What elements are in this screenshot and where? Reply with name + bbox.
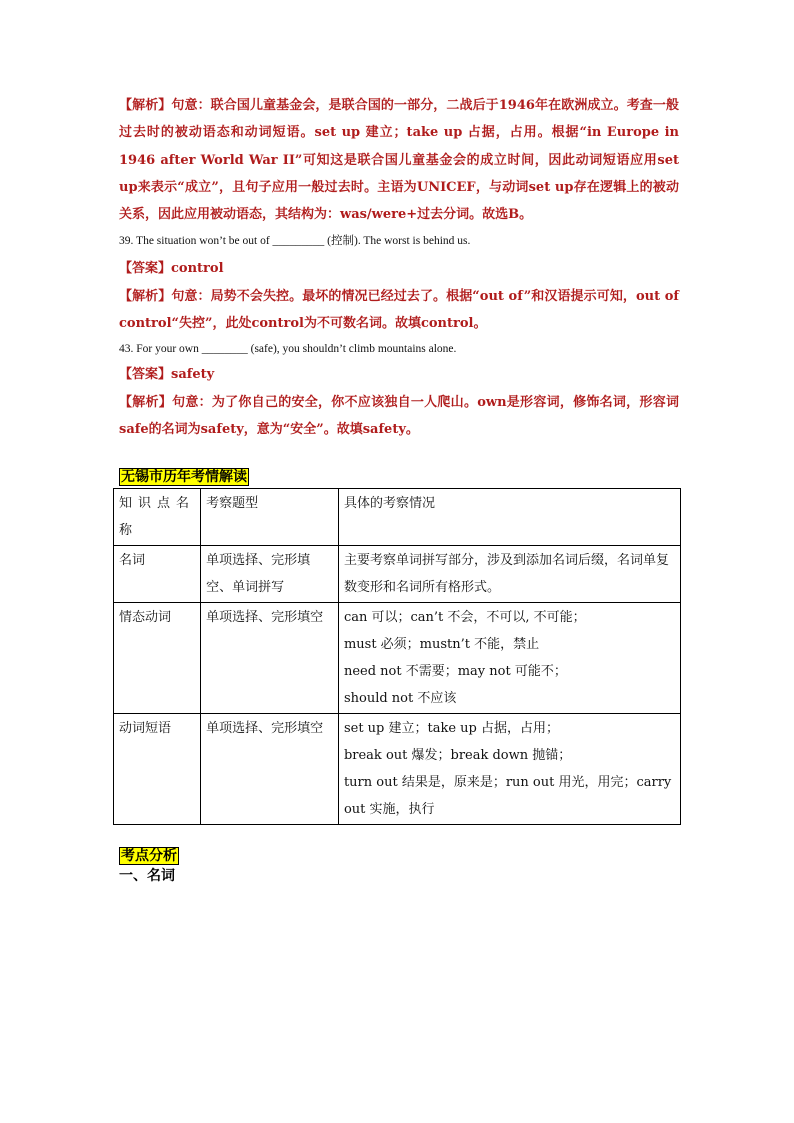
table-cell-details — [338, 546, 680, 603]
analysis-label: 【解析】 — [119, 289, 172, 304]
highlighted-heading: 考点分析 — [121, 848, 177, 864]
detail-line: break out 爆发；break down 抛锚； — [343, 748, 572, 763]
detail-line: must 必须；mustn’t 不能，禁止 — [343, 637, 540, 652]
table-cell-name: 情态动词 — [114, 603, 201, 714]
table-cell-type: 单项选择、完形填空、单词拼写 — [201, 546, 339, 603]
table-header-cell: 考察题型 — [201, 489, 339, 546]
analysis-paragraph-38 — [119, 92, 679, 228]
table-cell-name: 动词短语 — [114, 714, 201, 825]
answer-value: safety — [171, 367, 215, 382]
table-cell-details — [338, 714, 680, 825]
analysis-paragraph-39 — [119, 283, 679, 338]
question-39: 39. The situation won’t be out of _________ (控制). The worst is behind us. — [119, 235, 471, 247]
detail-line: turn out 结果是，原来是；run out 用光，用完；carry out 实施，执行 — [343, 775, 672, 817]
analysis-text: 句意：联合国儿童基金会，是联合国的一部分，二战后于1946年在欧洲成立。考查一般过去时的被动语态和动词短语。set up 建立；take up 占据，占用。根据“in Europe in 1946 after World War II”可知这是联合国儿童基金会的成立时间，因此动词短语应用set up来表示“成立”，且句子应用一般过去时。主语为UNICEF，与动词set up存在逻辑上的被动关系，因此应用被动语态，其结构为：was/were+过去分词。故选B。 — [119, 98, 679, 223]
table-cell-details — [338, 603, 680, 714]
detail-line: set up 建立；take up 占据，占用； — [343, 721, 560, 736]
section-title-analysis — [119, 845, 179, 866]
detail-line: 主要考察单词拼写部分，涉及到添加名词后缀，名词单复数变形和名词所有格形式。 — [343, 553, 669, 595]
table-cell-type: 单项选择、完形填空 — [201, 603, 339, 714]
detail-line: need not 不需要；may not 可能不； — [343, 664, 567, 679]
detail-line: can 可以；can’t 不会，不可以, 不可能； — [343, 610, 586, 625]
analysis-text: 句意：为了你自己的安全，你不应该独自一人爬山。own是形容词，修饰名词，形容词safe的名词为safety，意为“安全”。故填safety。 — [119, 395, 679, 438]
table-row — [114, 603, 681, 714]
answer-39 — [119, 259, 224, 279]
table-header-row — [114, 489, 681, 546]
answer-label: 【答案】 — [119, 367, 172, 382]
subheading-nouns: 一、名词 — [119, 868, 175, 884]
analysis-label: 【解析】 — [119, 98, 172, 113]
question-43: 43. For your own ________ (safe), you shouldn’t climb mountains alone. — [119, 343, 457, 355]
analysis-text: 句意：局势不会失控。最坏的情况已经过去了。根据“out of”和汉语提示可知，out of control“失控”，此处control为不可数名词。故填control。 — [119, 289, 679, 332]
table-header-cell: 知识点名称 — [114, 489, 201, 546]
section-title-exam-review — [119, 466, 249, 487]
answer-value: control — [171, 261, 224, 276]
exam-info-table — [113, 488, 681, 825]
highlighted-heading: 无锡市历年考情解读 — [121, 469, 247, 485]
table-cell-type: 单项选择、完形填空 — [201, 714, 339, 825]
analysis-paragraph-43 — [119, 389, 679, 444]
answer-43 — [119, 365, 214, 385]
table-header-cell: 具体的考察情况 — [338, 489, 680, 546]
table-row — [114, 714, 681, 825]
answer-label: 【答案】 — [119, 261, 172, 276]
analysis-label: 【解析】 — [119, 395, 173, 410]
detail-line: should not 不应该 — [343, 691, 457, 706]
table-row — [114, 546, 681, 603]
table-cell-name: 名词 — [114, 546, 201, 603]
